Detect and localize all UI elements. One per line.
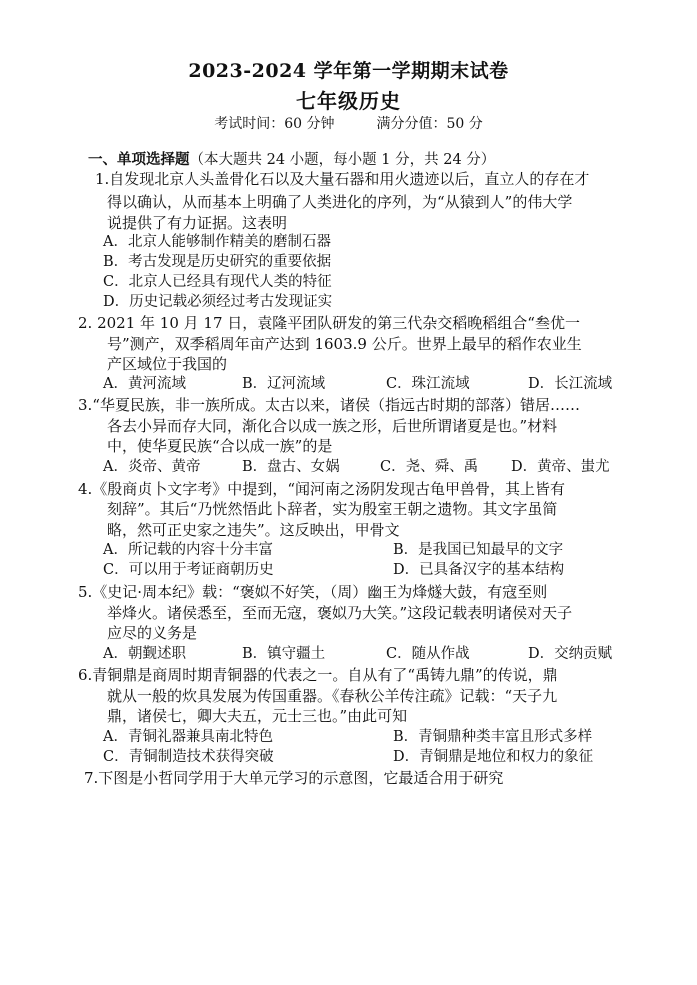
question-1-option-b: B．考古发现是历史研究的重要依据 — [103, 254, 332, 270]
exam-info — [0, 113, 697, 133]
section-heading — [88, 148, 495, 169]
section-note: （本大题共 24 小题，每小题 1 分，共 24 分） — [189, 152, 496, 168]
question-5-line-1: 5.《史记·周本纪》载：“褒姒不好笑，（周）幽王为烽燧大鼓，有寇至则 — [78, 583, 548, 601]
question-3-option-d: D．黄帝、蚩尤 — [511, 459, 610, 475]
question-3-option-c: C．尧、舜、禹 — [380, 459, 479, 475]
question-6-option-b: B．青铜鼎种类丰富且形式多样 — [393, 729, 593, 745]
question-6-option-a: A．青铜礼器兼具南北特色 — [103, 729, 273, 745]
question-1-line-1: 1.自发现北京人头盖骨化石以及大量石器和用火遗迹以后，直立人的存在才 — [95, 170, 590, 188]
exam-time: 考试时间：60 分钟 — [214, 116, 335, 132]
question-4-option-d: D．已具备汉字的基本结构 — [393, 562, 565, 578]
question-5-option-c: C．随从作战 — [386, 646, 470, 662]
question-5-option-d: D．交纳贡赋 — [528, 646, 613, 662]
question-6-line-2: 就从一般的炊具发展为传国重器。《春秋公羊传注疏》记载：“天子九 — [107, 687, 558, 705]
question-1-line-3: 说提供了有力证据。这表明 — [107, 214, 288, 232]
section-title: 一、单项选择题 — [88, 151, 190, 168]
question-7-line-1: 7.下图是小哲同学用于大单元学习的示意图，它最适合用于研究 — [84, 769, 504, 787]
question-2-line-2: 号”测产，双季稻周年亩产达到 1603.9 公斤。世界上最早的稻作农业生 — [107, 335, 582, 353]
question-2-line-3: 产区域位于我国的 — [107, 355, 228, 373]
question-5-option-b: B．镇守疆土 — [242, 646, 326, 662]
question-3-line-2: 各去小异而存大同，渐化合以成一族之形，后世所谓诸夏是也。”材料 — [107, 417, 558, 435]
question-4-option-a: A．所记载的内容十分丰富 — [103, 542, 273, 558]
question-5-option-a: A．朝觐述职 — [103, 646, 186, 662]
question-6-option-d: D．青铜鼎是地位和权力的象征 — [393, 749, 594, 765]
question-4-option-b: B．是我国已知最早的文字 — [393, 542, 564, 558]
question-2-option-a: A．黄河流域 — [103, 376, 186, 392]
question-2-option-c: C．珠江流域 — [386, 376, 470, 392]
question-6-line-1: 6.青铜鼎是商周时期青铜器的代表之一。自从有了“禹铸九鼎”的传说，鼎 — [78, 666, 558, 684]
question-3-line-3: 中，使华夏民族“合以成一族”的是 — [107, 437, 333, 455]
question-4-line-1: 4.《殷商贞卜文字考》中提到，“闻河南之汤阴发现古龟甲兽骨，其上皆有 — [78, 480, 565, 498]
exam-title: 2023-2024 学年第一学期期末试卷 — [188, 60, 509, 82]
question-6-line-3: 鼎，诸侯七，卿大夫五，元士三也。”由此可知 — [107, 707, 408, 725]
question-4-line-3: 略，然可正史家之违失”。这反映出，甲骨文 — [107, 521, 400, 539]
question-3-option-b: B．盘古、女娲 — [242, 459, 340, 475]
question-1-option-a: A．北京人能够制作精美的磨制石器 — [103, 234, 331, 250]
question-5-line-3: 应尽的义务是 — [107, 624, 198, 642]
question-3-line-1: 3.“华夏民族，非一族所成。太古以来，诸侯（指远古时期的部落）错居…… — [78, 396, 580, 414]
question-4-option-c: C．可以用于考证商朝历史 — [103, 562, 274, 578]
question-2-option-b: B．辽河流域 — [242, 376, 326, 392]
exam-subtitle: 七年级历史 — [296, 89, 401, 113]
question-4-line-2: 刻辞”。其后“乃恍然悟此卜辞者，实为殷室王朝之遗物。其文字虽简 — [107, 500, 558, 518]
question-1-line-2: 得以确认，从而基本上明确了人类进化的序列，为“从猿到人”的伟大学 — [107, 193, 573, 211]
question-1-option-c: C．北京人已经具有现代人类的特征 — [103, 274, 332, 290]
question-2-option-d: D．长江流域 — [528, 376, 613, 392]
question-2-line-1: 2. 2021 年 10 月 17 日，袁隆平团队研发的第三代杂交稻晚稻组合“叁优一 — [78, 314, 580, 332]
question-5-line-2: 举烽火。诸侯悉至，至而无寇，褒姒乃大笑。”这段记载表明诸侯对天子 — [107, 604, 573, 622]
question-6-option-c: C．青铜制造技术获得突破 — [103, 749, 274, 765]
full-score: 满分分值：50 分 — [376, 116, 483, 132]
question-3-option-a: A．炎帝、黄帝 — [103, 459, 201, 475]
question-1-option-d: D．历史记载必须经过考古发现证实 — [103, 294, 333, 310]
